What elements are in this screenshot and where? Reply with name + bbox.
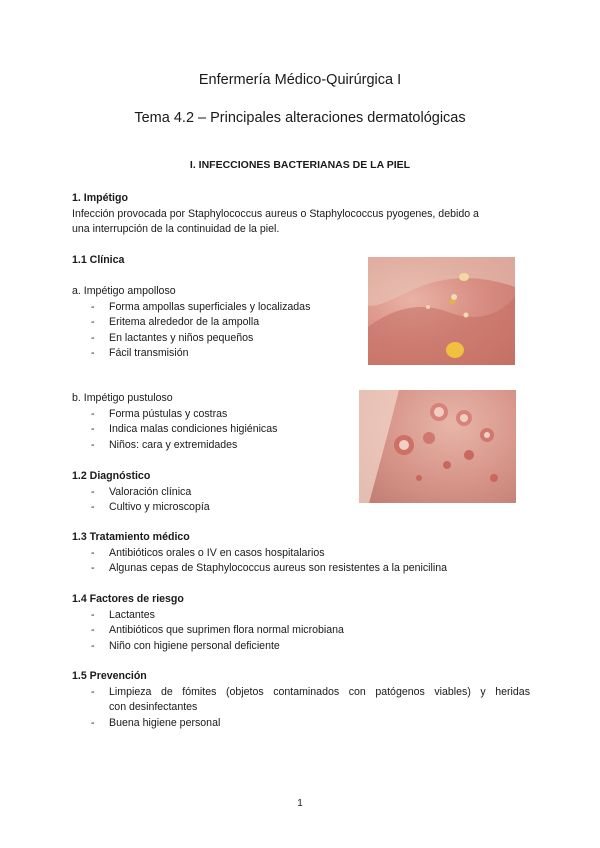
- tratamiento-block: [72, 530, 447, 577]
- list-item: [72, 685, 530, 716]
- prevencion-list: [72, 685, 530, 732]
- diagnostico-block: [72, 469, 210, 516]
- diagnostico-heading: 1.2 Diagnóstico: [72, 470, 151, 482]
- impetigo-heading: 1. Impétigo: [72, 192, 128, 204]
- tratamiento-list: [72, 546, 447, 577]
- topic-title: Tema 4.2 – Principales alteraciones dermatológicas: [134, 110, 466, 126]
- pustule-illustration: [359, 390, 516, 503]
- impetigo-description-line1: Infección provocada por Staphylococcus aureus o Staphylococcus pyogenes, debido a: [72, 207, 479, 220]
- list-item: - Niño con higiene personal deficiente: [72, 639, 344, 655]
- factores-block: [72, 592, 344, 654]
- prevencion-block: [72, 669, 530, 731]
- blister-illustration: [368, 257, 515, 365]
- list-item: - Antibióticos orales o IV en casos hospitalarios: [72, 546, 447, 562]
- clinica-heading: 1.1 Clínica: [72, 254, 125, 266]
- ampolloso-block: [72, 284, 310, 362]
- pustuloso-heading: b. Impétigo pustuloso: [72, 392, 173, 404]
- diagnostico-list: [72, 485, 210, 516]
- ampolloso-list: [72, 300, 310, 362]
- list-item: - Algunas cepas de Staphylococcus aureus son resistentes a la penicilina: [72, 561, 447, 577]
- ampolloso-heading: a. Impétigo ampolloso: [72, 285, 176, 297]
- list-item: - Buena higiene personal: [72, 716, 530, 732]
- prevencion-item1-line2: con desinfectantes: [109, 701, 198, 713]
- prevencion-heading: 1.5 Prevención: [72, 670, 147, 682]
- list-item: - Antibióticos que suprimen flora normal microbiana: [72, 623, 344, 639]
- section-title: I. INFECCIONES BACTERIANAS DE LA PIEL: [189, 159, 411, 171]
- list-item: - Niños: cara y extremidades: [72, 438, 277, 454]
- pustuloso-list: [72, 407, 277, 454]
- list-item: - Lactantes: [72, 608, 344, 624]
- list-item: - En lactantes y niños pequeños: [72, 331, 310, 347]
- list-item: - Fácil transmisión: [72, 346, 310, 362]
- factores-heading: 1.4 Factores de riesgo: [72, 593, 184, 605]
- list-item: - Forma ampollas superficiales y localizadas: [72, 300, 310, 316]
- course-title: Enfermería Médico-Quirúrgica I: [198, 72, 402, 88]
- impetigo-description-line2: una interrupción de la continuidad de la piel.: [72, 223, 280, 235]
- list-item: - Valoración clínica: [72, 485, 210, 501]
- list-item: - Indica malas condiciones higiénicas: [72, 422, 277, 438]
- impetigo-ampolloso-photo: [368, 257, 515, 365]
- pustuloso-block: [72, 391, 277, 453]
- impetigo-block: [72, 191, 532, 238]
- list-item: - Forma pústulas y costras: [72, 407, 277, 423]
- factores-list: [72, 608, 344, 655]
- page-number: 1: [297, 798, 303, 809]
- list-item: - Eritema alrededor de la ampolla: [72, 315, 310, 331]
- list-item: - Cultivo y microscopía: [72, 500, 210, 516]
- tratamiento-heading: 1.3 Tratamiento médico: [72, 531, 190, 543]
- prevencion-item1-line1: - Limpieza de fómites (objetos contaminados con patógenos viables) y heridas: [109, 685, 530, 698]
- impetigo-pustuloso-photo: [359, 390, 516, 503]
